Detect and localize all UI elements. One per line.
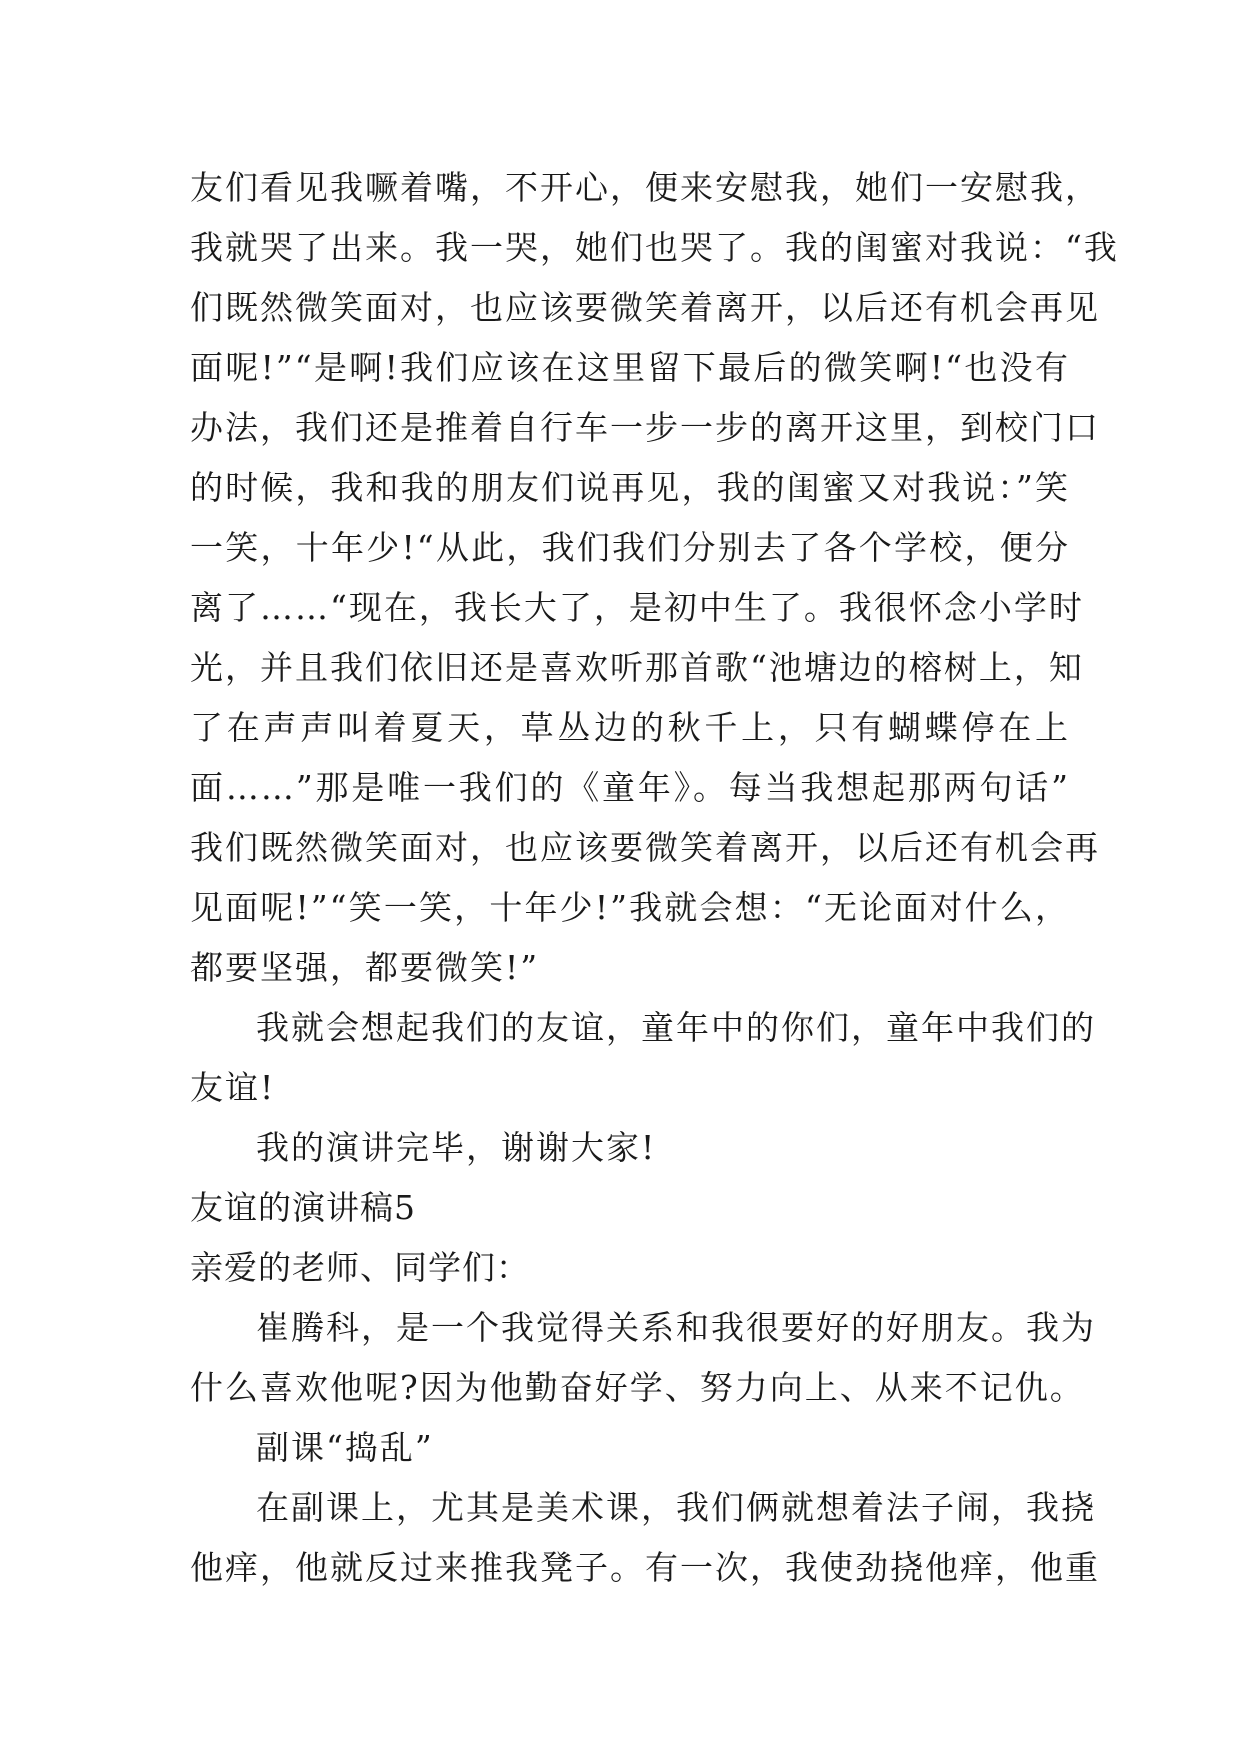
- text-line: 他痒，他就反过来推我凳子。有一次，我使劲挠他痒，他重: [190, 1548, 1100, 1587]
- text-line: 崔腾科，是一个我觉得关系和我很要好的好朋友。我为: [256, 1308, 1096, 1347]
- text-line: 了在声声叫着夏天，草丛边的秋千上，只有蝴蝶停在上: [190, 708, 1070, 747]
- text-line: 我的演讲完毕，谢谢大家!: [256, 1128, 657, 1167]
- text-line: 我就会想起我们的友谊，童年中的你们，童年中我们的: [256, 1008, 1096, 1047]
- section-heading: 友谊的演讲稿5: [190, 1188, 416, 1227]
- text-line: 们既然微笑面对，也应该要微笑着离开，以后还有机会再见: [190, 288, 1100, 327]
- text-line: 光，并且我们依旧还是喜欢听那首歌“池塘边的榕树上，知: [190, 648, 1084, 687]
- text-line: 在副课上，尤其是美术课，我们俩就想着法子闹，我挠: [256, 1488, 1096, 1527]
- text-line: 的时候，我和我的朋友们说再见，我的闺蜜又对我说：”笑: [190, 468, 1070, 507]
- text-line: 友们看见我噘着嘴，不开心，便来安慰我，她们一安慰我，: [190, 168, 1100, 207]
- text-line: 一笑，十年少!“从此，我们我们分别去了各个学校，便分: [190, 528, 1070, 567]
- salutation: 亲爱的老师、同学们：: [190, 1248, 530, 1287]
- text-line: 什么喜欢他呢?因为他勤奋好学、努力向上、从来不记仇。: [190, 1368, 1085, 1407]
- text-line: 办法，我们还是推着自行车一步一步的离开这里，到校门口: [190, 408, 1100, 447]
- subheading: 副课“捣乱”: [256, 1428, 434, 1467]
- text-line: 见面呢!”“笑一笑，十年少!”我就会想：“无论面对什么，: [190, 888, 1070, 927]
- text-line: 友谊!: [190, 1068, 276, 1107]
- text-line: 离了……“现在，我长大了，是初中生了。我很怀念小学时: [190, 588, 1084, 627]
- text-line: 我就哭了出来。我一哭，她们也哭了。我的闺蜜对我说：“我: [190, 228, 1119, 267]
- text-line: 我们既然微笑面对，也应该要微笑着离开，以后还有机会再: [190, 828, 1100, 867]
- text-line: 都要坚强，都要微笑!”: [190, 948, 540, 987]
- text-line: 面呢!”“是啊!我们应该在这里留下最后的微笑啊!“也没有: [190, 348, 1070, 387]
- document-body: [190, 158, 1119, 1598]
- text-line: 面……”那是唯一我们的《童年》。每当我想起那两句话”: [190, 768, 1070, 807]
